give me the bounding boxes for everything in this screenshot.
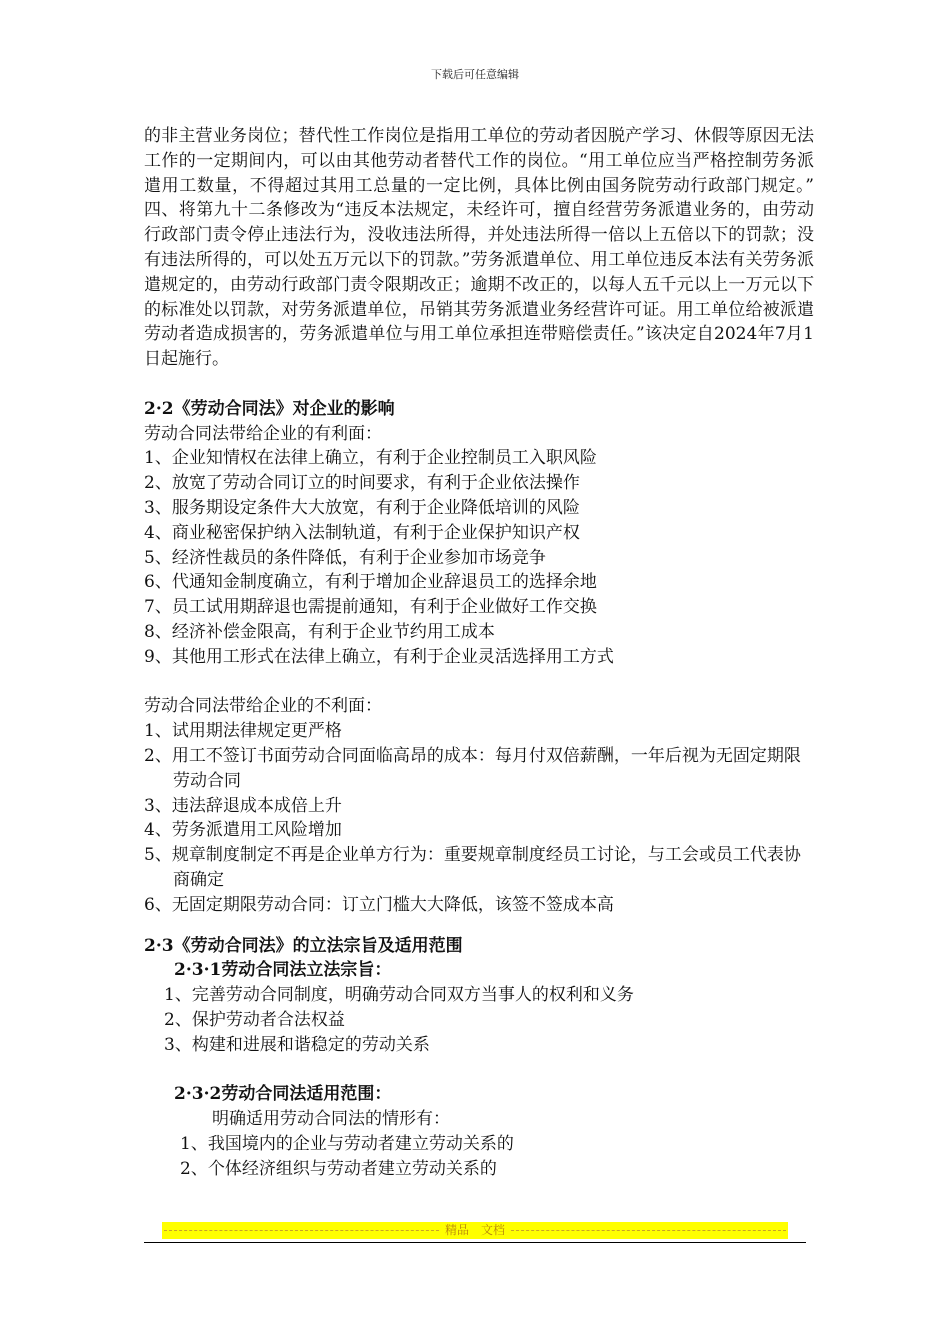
advantage-item: 3、服务期设定条件大大放宽，有利于企业降低培训的风险	[144, 497, 580, 518]
advantage-item: 9、其他用工形式在法律上确立，有利于企业灵活选择用工方式	[144, 646, 614, 667]
scope-intro: 明确适用劳动合同法的情形有：	[212, 1109, 450, 1130]
footer-label: 精品 文档	[445, 1223, 506, 1237]
advantage-item: 6、代通知金制度确立，有利于增加企业辞退员工的选择余地	[144, 572, 597, 593]
subsection-heading-purpose: 2·3·1劳动合同法立法宗旨：	[174, 960, 392, 981]
advantage-item: 5、经济性裁员的条件降低，有利于企业参加市场竞争	[144, 547, 546, 568]
spacer	[144, 670, 814, 695]
footer-dashed-rule	[164, 1230, 439, 1231]
footer-dashed-rule	[511, 1230, 786, 1231]
intro-paragraph: 的非主营业务岗位；替代性工作岗位是指用工单位的劳动者因脱产学习、休假等原因无法工作的一定期间内，可以由其他劳动者替代工作的岗位。“用工单位应当严格控制劳务派遣用工数量，不得超过其用工总量的一定比例，具体比例由国务院劳动行政部门规定。” 四、将第九十二条修改为“违反本法规定，未经许可，擅自经营劳务派遣业务的，由劳动行政部门责令停止违法行为，没收违法所得，并处违法所得一倍以上五倍以下的罚款；没有违法所得的，可以处五万元以下的罚款。”劳务派遣单位、用工单位违反本法有关劳务派遣规定的，由劳动行政部门责令限期改正；逾期不改正的，以每人五千元以上一万元以下的标准处以罚款，对劳务派遣单位，吊销其劳务派遣业务经营许可证。用工单位给被派遣劳动者造成损害的，劳务派遣单位与用工单位承担连带赔偿责任。”该决定自2024年7月1日起施行。	[144, 126, 831, 370]
footer-rule	[144, 1242, 806, 1243]
purpose-item: 3、构建和进展和谐稳定的劳动关系	[164, 1034, 430, 1055]
scope-item: 2、个体经济组织与劳动者建立劳动关系的	[180, 1158, 497, 1179]
disadvantage-item: 4、劳务派遣用工风险增加	[144, 820, 342, 841]
page-header: 下载后可任意编辑	[431, 68, 519, 81]
advantage-item: 7、员工试用期辞退也需提前通知，有利于企业做好工作交换	[144, 597, 597, 618]
advantage-item: 1、企业知情权在法律上确立，有利于企业控制员工入职风险	[144, 448, 597, 469]
disadvantages-intro: 劳动合同法带给企业的不利面：	[144, 696, 382, 717]
scope-item: 1、我国境内的企业与劳动者建立劳动关系的	[180, 1133, 514, 1154]
document-body	[144, 124, 831, 1181]
section-heading-2-2: 2·2《劳动合同法》对企业的影响	[144, 398, 395, 419]
advantage-item: 8、经济补偿金限高，有利于企业节约用工成本	[144, 621, 495, 642]
spacer	[144, 372, 814, 397]
advantages-intro: 劳动合同法带给企业的有利面：	[144, 423, 382, 444]
section-heading-2-3: 2·3《劳动合同法》的立法宗旨及适用范围	[144, 935, 463, 956]
spacer	[144, 918, 814, 934]
purpose-item: 1、完善劳动合同制度，明确劳动合同双方当事人的权利和义务	[164, 985, 634, 1006]
disadvantage-item: 6、无固定期限劳动合同：订立门槛大大降低，该签不签成本高	[144, 894, 614, 915]
subsection-heading-scope: 2·3·2劳动合同法适用范围：	[174, 1084, 392, 1105]
advantage-item: 4、商业秘密保护纳入法制轨道，有利于企业保护知识产权	[144, 522, 580, 543]
disadvantage-item: 5、规章制度制定不再是企业单方行为：重要规章制度经员工讨论，与工会或员工代表协商确定	[144, 845, 801, 890]
advantage-item: 2、放宽了劳动合同订立的时间要求，有利于企业依法操作	[144, 473, 580, 494]
disadvantage-item: 1、试用期法律规定更严格	[144, 721, 342, 742]
disadvantage-item: 2、用工不签订书面劳动合同面临高昂的成本：每月付双倍薪酬，一年后视为无固定期限劳动合同	[144, 745, 801, 791]
purpose-item: 2、保护劳动者合法权益	[164, 1009, 345, 1030]
footer-band	[162, 1222, 788, 1239]
spacer	[144, 1057, 814, 1082]
disadvantage-item: 3、违法辞退成本成倍上升	[144, 795, 342, 816]
